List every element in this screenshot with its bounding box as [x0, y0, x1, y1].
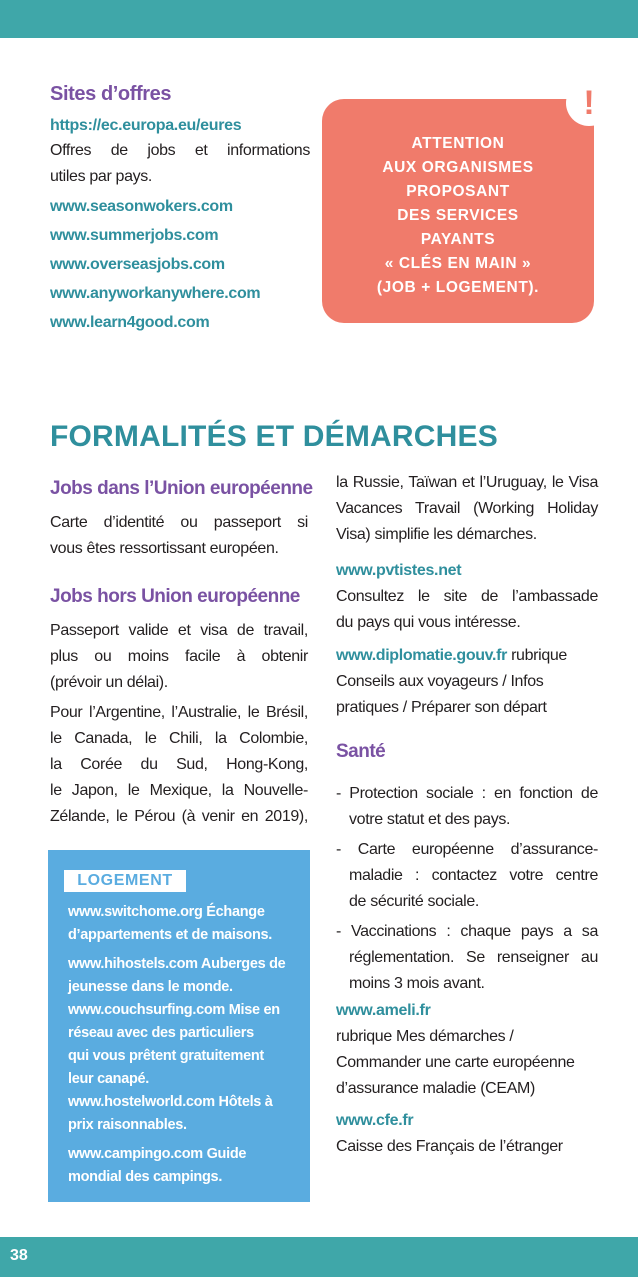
attention-callout — [322, 99, 594, 323]
logement-tag: LOGEMENT — [64, 870, 186, 892]
cfe-link[interactable]: www.cfe.fr — [336, 1112, 414, 1129]
sante-item: - Protection sociale : en fonction de votre statut et des pays. — [336, 785, 598, 828]
logement-item[interactable]: www.couchsurfing.com Mise en réseau avec des particuliers qui vous prêtent gratuitement leur canapé. — [68, 1002, 280, 1087]
sante-heading: Santé — [336, 741, 386, 762]
logement-item[interactable]: www.hostelworld.com Hôtels à prix raisonnables. — [68, 1094, 273, 1133]
section-title: FORMALITÉS ET DÉMARCHES — [50, 420, 498, 453]
bottom-banner — [0, 1237, 638, 1277]
eures-description: Offres de jobs et informations utiles par pays. — [50, 142, 310, 185]
site-link[interactable]: www.seasonwokers.com — [50, 198, 233, 215]
sante-item: - Carte européenne d’assurance- maladie : contactez votre centre de sécurité sociale. — [336, 841, 598, 910]
page-number: 38 — [10, 1247, 28, 1264]
ameli-text: rubrique Mes démarches / Commander une carte européenne d’assurance maladie (CEAM) — [336, 1028, 575, 1097]
logement-item[interactable]: www.campingo.com Guide mondial des campings. — [68, 1146, 247, 1185]
site-link[interactable]: www.overseasjobs.com — [50, 256, 225, 273]
eures-link[interactable]: https://ec.europa.eu/eures — [50, 117, 242, 134]
hors-ue-text: Passeport valide et visa de travail, plus ou moins facile à obtenir (prévoir un délai). — [50, 622, 308, 691]
attention-text: ATTENTION AUX ORGANISMES PROPOSANT DES SERVICES PAYANTS « CLÉS EN MAIN » (JOB + LOGEMENT). — [376, 135, 540, 296]
sites-title: Sites d’offres — [50, 83, 172, 105]
sante-item: - Vaccinations : chaque pays a sa réglementation. Se renseigner au moins 3 mois avant. — [336, 923, 598, 992]
hors-ue-heading: Jobs hors Union européenne — [50, 586, 300, 607]
logement-item[interactable]: www.hihostels.com Auberges de jeunesse dans le monde. — [68, 956, 286, 995]
top-banner — [0, 0, 638, 38]
site-link[interactable]: www.learn4good.com — [50, 314, 210, 331]
ue-heading: Jobs dans l’Union européenne — [50, 478, 313, 499]
ue-text: Carte d’identité ou passeport si vous êtes ressortissant européen. — [50, 514, 308, 557]
diplomatie-link[interactable]: www.diplomatie.gouv.fr — [336, 647, 507, 664]
ameli-link[interactable]: www.ameli.fr — [336, 1002, 431, 1019]
exclamation-icon: ! — [566, 80, 612, 126]
diplomatie-text: www.diplomatie.gouv.fr rubrique Conseils aux voyageurs / Infos pratiques / Préparer son départ — [336, 647, 567, 716]
logement-item[interactable]: www.switchome.org Échange d’appartements et de maisons. — [68, 904, 273, 943]
pvt-continued-text: la Russie, Taïwan et l’Uruguay, le Visa Vacances Travail (Working Holiday Visa) simplifie les démarches. — [336, 474, 598, 543]
pvtistes-link[interactable]: www.pvtistes.net — [336, 562, 462, 579]
pvtistes-text: Consultez le site de l’ambassade du pays qui vous intéresse. — [336, 588, 598, 631]
site-link[interactable]: www.summerjobs.com — [50, 227, 219, 244]
site-link[interactable]: www.anyworkanywhere.com — [50, 285, 261, 302]
cfe-text: Caisse des Français de l’étranger — [336, 1138, 563, 1155]
pvt-countries-text: Pour l’Argentine, l’Australie, le Brésil, le Canada, le Chili, la Colombie, la Corée du Sud, Hong-Kong, le Japon, le Mexique, la Nouvelle- Zélande, le Pérou (à venir en 2019), — [50, 704, 308, 825]
